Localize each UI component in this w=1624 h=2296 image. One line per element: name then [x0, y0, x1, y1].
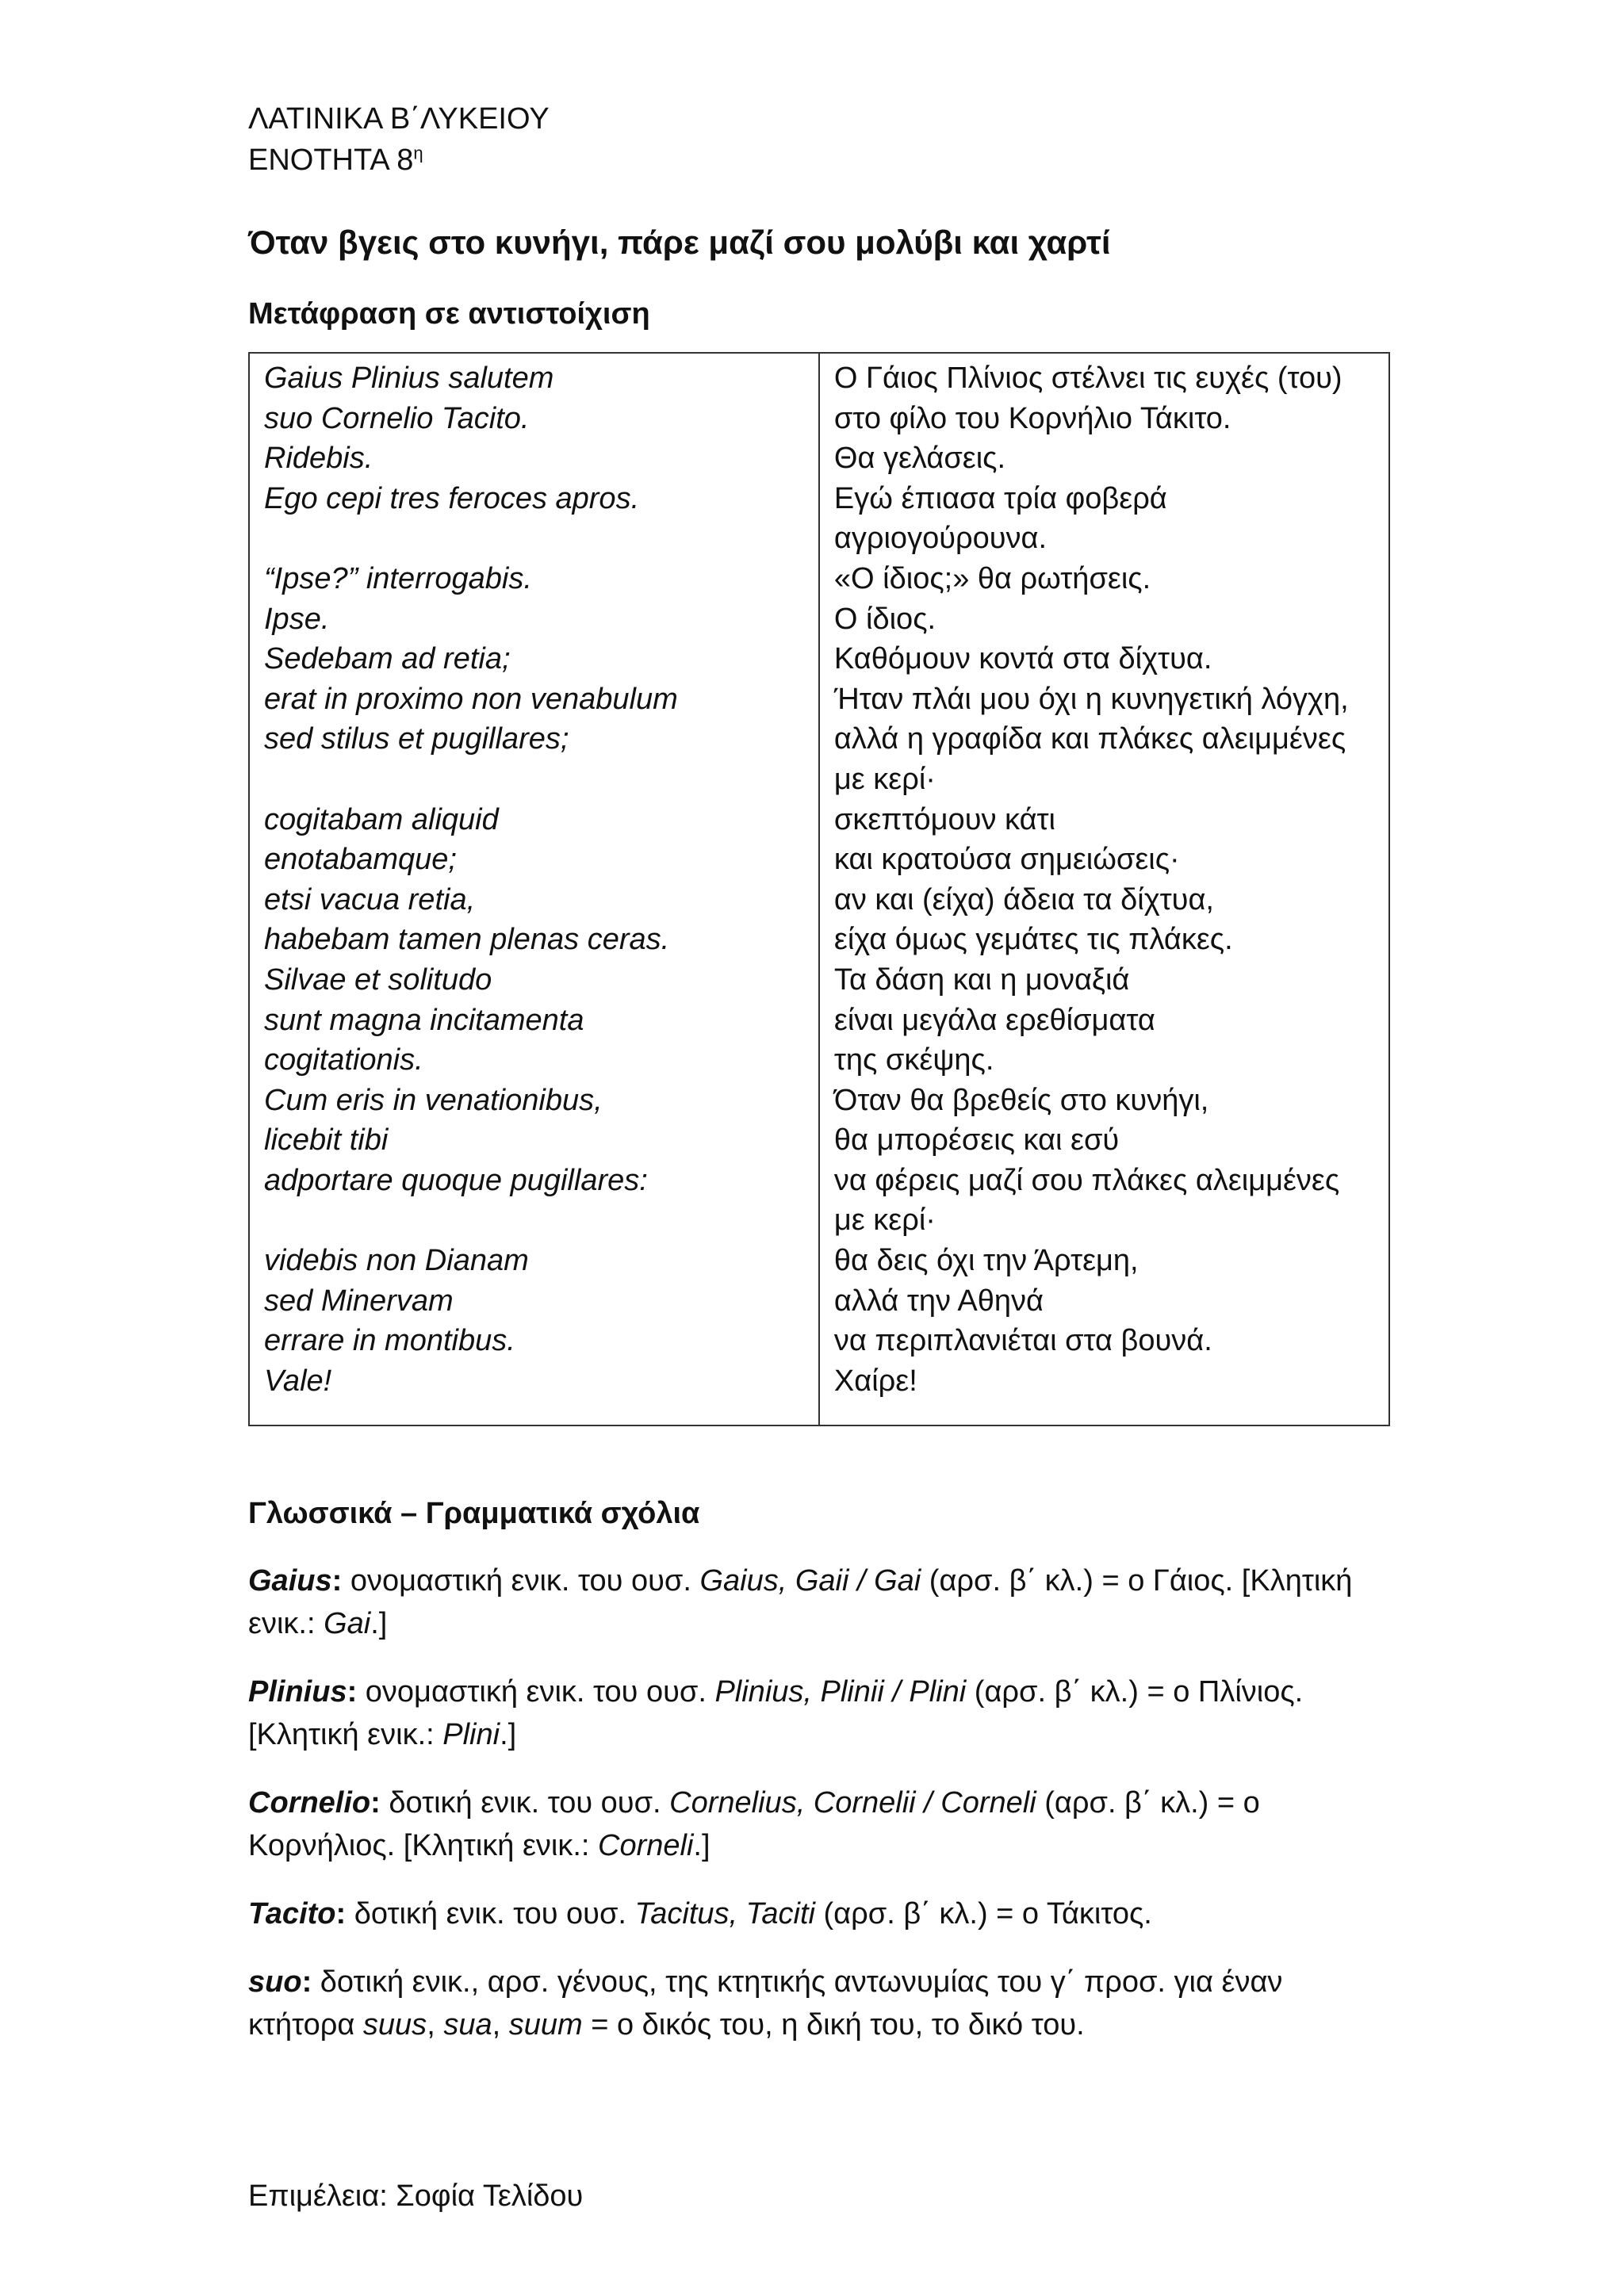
greek-line: και κρατούσα σημειώσεις· — [833, 843, 1180, 877]
translation-heading: Μετάφραση σε αντιστοίχιση — [248, 297, 650, 331]
greek-line: σκεπτόμουν κάτι — [833, 802, 1055, 836]
note-text: (αρσ. β΄ κλ.) = ο Κορνήλιος. [Κλητική ενικ.: — [248, 1786, 1260, 1863]
latin-line: enotabamque; — [264, 843, 457, 877]
greek-line: αλλά η γραφίδα και πλάκες αλειμμένες — [833, 722, 1346, 756]
greek-line: Τα δάση και η μοναξιά — [833, 962, 1130, 997]
grammar-note — [248, 1670, 1390, 1756]
greek-line: με κερί· — [833, 762, 936, 796]
latin-line: cogitationis. — [264, 1043, 423, 1077]
document-title: Όταν βγεις στο κυνήγι, πάρε μαζί σου μολύβι και χαρτί — [248, 224, 1111, 261]
note-text: .] — [370, 1607, 388, 1641]
note-latin-form: Cornelius, Cornelii / Corneli — [669, 1786, 1036, 1820]
greek-line: αλλά την Αθηνά — [833, 1284, 1044, 1318]
note-term: Cornelio — [248, 1786, 371, 1820]
grammar-note — [248, 1961, 1390, 2046]
grammar-note — [248, 1892, 1390, 1935]
greek-line: της σκέψης. — [833, 1043, 994, 1077]
latin-line: Cum eris in venationibus, — [264, 1083, 603, 1117]
latin-line: licebit tibi — [264, 1123, 389, 1158]
latin-line: Ego cepi tres feroces apros. — [264, 481, 640, 515]
note-text: .] — [500, 1718, 517, 1752]
greek-translation-column — [819, 353, 1389, 1425]
grammar-note — [248, 1781, 1390, 1867]
note-text: (αρσ. β΄ κλ.) = ο Γάιος. [Κλητική ενικ.: — [248, 1564, 1353, 1641]
note-latin-form: Gaius, Gaii / Gai — [699, 1564, 921, 1598]
translation-row — [249, 353, 1389, 1425]
note-colon: : — [347, 1675, 358, 1709]
latin-line: erat in proximo non venabulum — [264, 682, 678, 716]
note-latin-form: Plini — [442, 1718, 500, 1752]
unit-ordinal-suffix: η — [413, 143, 423, 163]
note-latin-form: suus — [362, 2008, 427, 2042]
editor-credit: Επιμέλεια: Σοφία Τελίδου — [248, 2179, 584, 2213]
note-latin-form: sua — [443, 2008, 492, 2042]
latin-line — [264, 760, 804, 800]
course-label: ΛΑΤΙΝΙΚΑ Β΄ΛΥΚΕΙΟΥ — [248, 102, 550, 136]
note-text: , — [492, 2008, 509, 2042]
greek-line: Εγώ έπιασα τρία φοβερά — [833, 481, 1167, 515]
note-colon: : — [370, 1786, 381, 1820]
greek-line: θα μπορέσεις και εσύ — [833, 1123, 1120, 1158]
greek-line: αν και (είχα) άδεια τα δίχτυα, — [833, 882, 1214, 916]
greek-line: «Ο ίδιος;» θα ρωτήσεις. — [833, 561, 1151, 595]
greek-line: με κερί· — [833, 1203, 936, 1238]
note-text: .] — [693, 1829, 710, 1863]
note-text: δοτική ενικ., αρσ. γένους, της κτητικής αντωνυμίας του γ΄ προσ. για έναν κτήτορα — [248, 1965, 1283, 2042]
latin-line: sunt magna incitamenta — [264, 1003, 584, 1037]
greek-line: θα δεις όχι την Άρτεμη, — [833, 1244, 1139, 1278]
note-text: δοτική ενικ. του ουσ. — [346, 1897, 635, 1931]
note-text: (αρσ. β΄ κλ.) = ο Τάκιτος. — [814, 1897, 1152, 1931]
greek-line: είναι μεγάλα ερεθίσματα — [833, 1003, 1155, 1037]
latin-line: etsi vacua retia, — [264, 882, 476, 916]
unit-text: ΕΝΟΤΗΤΑ 8 — [248, 144, 414, 177]
latin-line — [264, 519, 804, 559]
latin-line: videbis non Dianam — [264, 1244, 529, 1278]
note-colon: : — [331, 1564, 343, 1598]
note-term: Plinius — [248, 1675, 347, 1709]
latin-line: errare in montibus. — [264, 1324, 515, 1358]
latin-line: Ipse. — [264, 602, 330, 636]
note-text: ονομαστική ενικ. του ουσ. — [357, 1675, 715, 1709]
note-term: suo — [248, 1965, 302, 1999]
note-text: δοτική ενικ. του ουσ. — [380, 1786, 670, 1820]
note-term: Gaius — [248, 1564, 332, 1598]
note-term: Tacito — [248, 1897, 336, 1931]
latin-line: Silvae et solitudo — [264, 962, 492, 997]
greek-line: Καθόμουν κοντά στα δίχτυα. — [833, 642, 1212, 676]
greek-line: Ο Γάιος Πλίνιος στέλνει τις ευχές (του) — [833, 362, 1342, 395]
note-colon: : — [301, 1965, 312, 1999]
note-text: = ο δικός του, η δική του, το δικό του. — [582, 2008, 1085, 2042]
greek-line: Χαίρε! — [833, 1364, 917, 1398]
latin-line: cogitabam aliquid — [264, 802, 499, 836]
greek-line: Όταν θα βρεθείς στο κυνήγι, — [833, 1083, 1209, 1117]
latin-line: suo Cornelio Tacito. — [264, 401, 530, 435]
latin-line: “Ipse?” interrogabis. — [264, 561, 532, 595]
unit-label — [248, 140, 1390, 181]
greek-line: στο φίλο του Κορνήλιο Τάκιτο. — [833, 401, 1231, 435]
note-latin-form: Plinius, Plinii / Plini — [714, 1675, 967, 1709]
latin-line: sed Minervam — [264, 1284, 454, 1318]
greek-line: Θα γελάσεις. — [833, 442, 1006, 476]
greek-line: Ο ίδιος. — [833, 602, 936, 636]
note-text: (αρσ. β΄ κλ.) = ο Πλίνιος. [Κλητική ενικ.: — [248, 1675, 1304, 1752]
greek-line: είχα όμως γεμάτες τις πλάκες. — [833, 923, 1233, 957]
greek-line: Ήταν πλάι μου όχι η κυνηγετική λόγχη, — [833, 682, 1349, 716]
note-text: ονομαστική ενικ. του ουσ. — [342, 1564, 700, 1598]
note-latin-form: Gai — [324, 1607, 371, 1641]
greek-line: να περιπλανιέται στα βουνά. — [833, 1324, 1212, 1358]
note-latin-form: Tacitus, Taciti — [634, 1897, 815, 1931]
latin-line: Vale! — [264, 1364, 332, 1398]
note-text: , — [427, 2008, 444, 2042]
latin-line: adportare quoque pugillares: — [264, 1163, 648, 1197]
translation-table — [248, 352, 1390, 1426]
grammar-notes — [248, 1559, 1390, 2046]
latin-line: Ridebis. — [264, 442, 373, 476]
latin-text-column — [249, 353, 819, 1425]
greek-line: να φέρεις μαζί σου πλάκες αλειμμένες — [833, 1163, 1340, 1197]
document-page — [248, 98, 1390, 2046]
note-latin-form: suum — [508, 2008, 583, 2042]
note-colon: : — [335, 1897, 347, 1931]
latin-line: habebam tamen plenas ceras. — [264, 923, 670, 957]
note-latin-form: Corneli — [598, 1829, 694, 1863]
latin-line: sed stilus et pugillares; — [264, 722, 569, 756]
latin-line — [264, 1200, 804, 1241]
grammar-note — [248, 1559, 1390, 1645]
notes-heading: Γλωσσικά – Γραμματικά σχόλια — [248, 1497, 700, 1531]
latin-line: Sedebam ad retia; — [264, 642, 511, 676]
greek-line: αγριογούρουνα. — [833, 522, 1048, 556]
latin-line: Gaius Plinius salutem — [264, 362, 554, 395]
